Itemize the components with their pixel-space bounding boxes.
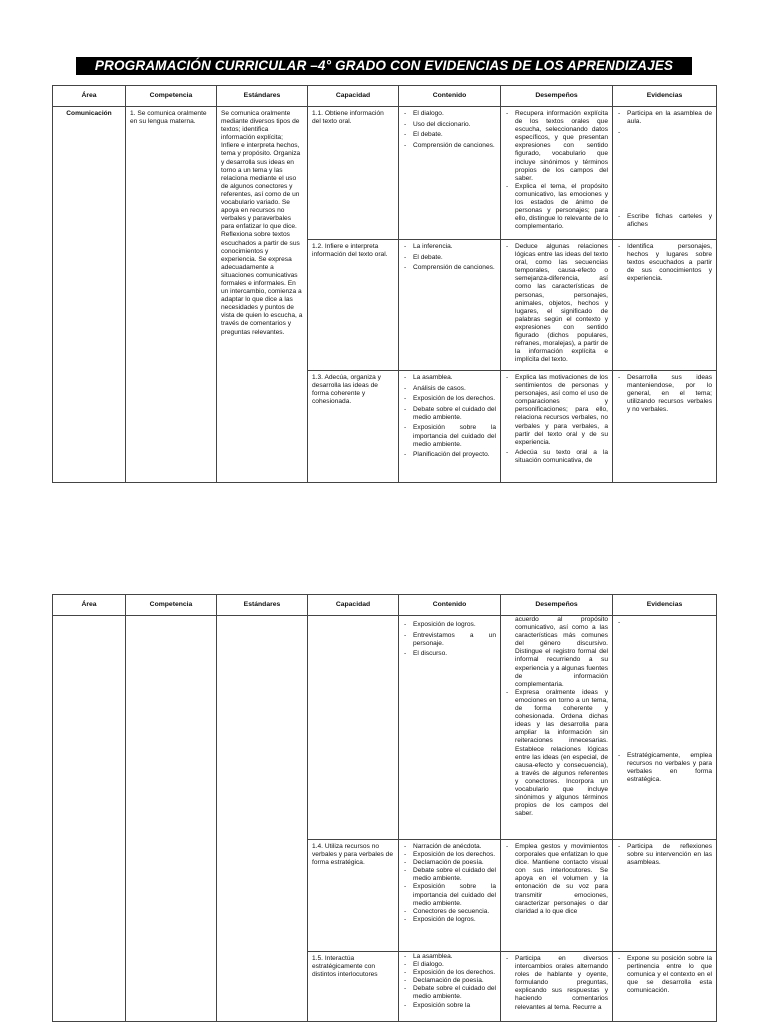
list-item: - Exposición de los derechos. [403,969,496,977]
list-item: - Declamación de poesía. [403,977,496,985]
contenido-list [403,110,496,150]
desempenos-list [505,110,608,231]
header-estandares: Estándares [217,595,308,616]
evidencias-list [617,955,712,995]
header-capacidad: Capacidad [308,86,399,107]
list-item: - Exposición de logros. [403,621,496,629]
list-item: - Exposición de los derechos. [403,851,496,859]
list-item: - Entrevistamos a un personaje. [403,632,496,648]
list-item: - Desarrolla sus ideas manteniendose, por lo general, en el tema; utilizando recursos verbales y no verbales. [617,374,712,414]
page-title: PROGRAMACIÓN CURRICULAR –4° GRADO CON EVIDENCIAS DE LOS APRENDIZAJES [76,57,692,75]
evidencias-cell [613,616,717,840]
list-item: - Exposición sobre la [403,1002,496,1010]
list-item: - Exposición sobre la importancia del cuidado del medio ambiente. [403,883,496,907]
header-competencia: Competencia [126,86,217,107]
desempenos-list [505,955,608,1012]
list-item: - Exposición de logros. [403,916,496,924]
header-contenido: Contenido [399,86,501,107]
contenido-cell [399,840,501,952]
estandares-cell [217,616,308,1022]
list-item: - Debate sobre el cuidado del medio ambiente. [403,985,496,1001]
header-estandares: Estándares [217,86,308,107]
desempenos-cell [501,107,613,240]
header-competencia: Competencia [126,595,217,616]
contenido-list [403,843,496,924]
desempenos-cell [501,240,613,371]
desempenos-list [505,843,608,916]
table-header-row [53,595,717,616]
list-item: - La asamblea. [403,374,496,382]
desempenos-cell [501,371,613,483]
evidencias-list [617,619,712,784]
list-item: - Debate sobre el cuidado del medio ambiente. [403,406,496,422]
capacidad-cell: 1.1. Obtiene información del texto oral. [308,107,399,240]
list-item: - Exposición sobre la importancia del cuidado del medio ambiente. [403,424,496,448]
list-item: - El debate. [403,254,496,262]
evidencias-cell [613,952,717,1022]
list-item: - El discurso. [403,650,496,658]
desempenos-cell [501,840,613,952]
contenido-cell [399,616,501,840]
list-item: - Emplea gestos y movimientos corporales que enfatizan lo que dice. Mantiene contacto visual con sus interlocutores. Se apoya en el volumen y la entonación de su voz para transmitir emociones, caracterizar personajes o dar claridad a lo que dice [505,843,608,916]
evidencias-cell [613,371,717,483]
competencia-cell: 1. Se comunica oralmente en su lengua materna. [126,107,217,483]
list-item: - Análisis de casos. [403,385,496,393]
competencia-cell [126,616,217,1022]
list-item: - Participa de reflexiones sobre su intervención en las asambleas. [617,843,712,867]
contenido-list [403,621,496,658]
header-capacidad: Capacidad [308,595,399,616]
list-item: - Participa en la asamblea de aula. [617,110,712,126]
contenido-cell [399,240,501,371]
list-item: - Participa en diversos intercambios orales alternando roles de hablante y oyente, formulando preguntas, explicando sus respuestas y haciendo comentarios relevantes al tema. Recurre a [505,955,608,1012]
list-item: - Exposición de los derechos. [403,395,496,403]
table-row [53,107,717,240]
desempenos-cell [501,616,613,840]
header-evidencias: Evidencias [613,86,717,107]
list-item: - Conectores de secuencia. [403,908,496,916]
header-desempenos: Desempeños [501,86,613,107]
list-item: - La asamblea. [403,953,496,961]
list-item: - Identifica personajes, hechos y lugares sobre textos escuchados a partir de sus conocimientos y experiencia. [617,243,712,283]
desempenos-list [505,689,608,819]
list-spacer [617,129,712,211]
evidencias-list [617,243,712,283]
table-header-row [53,86,717,107]
list-item: - El dialogo. [403,961,496,969]
evidencias-list [617,843,712,867]
contenido-cell [399,952,501,1022]
list-item: - Explica las motivaciones de los sentimientos de personas y personajes, así como el uso de comparaciones y personificaciones; para ello, relaciona recursos verbales, no verbales y para verbales, a partir del texto oral y de su experiencia. [505,374,608,447]
list-item: - Debate sobre el cuidado del medio ambiente. [403,867,496,883]
capacidad-cell [308,616,399,840]
contenido-list [403,243,496,272]
list-item: - Estratégicamente, emplea recursos no verbales y para verbales en forma estratégica. [617,752,712,784]
list-item: - La inferencia. [403,243,496,251]
header-area: Área [53,595,126,616]
list-item: - Explica el tema, el propósito comunicativo, las emociones y los estados de ánimo de personas y personajes; para ello, distingue lo relevante de lo complementario. [505,183,608,232]
curriculum-table-1 [52,85,717,483]
desempenos-list [505,374,608,466]
list-item: - Escribe fichas carteles y afiches [617,213,712,229]
capacidad-cell: 1.2. Infiere e interpreta información del texto oral. [308,240,399,371]
list-item: - Comprensión de canciones. [403,264,496,272]
list-item: - Declamación de poesía. [403,859,496,867]
list-item: - Expresa oralmente ideas y emociones en torno a un tema, de forma coherente y cohesionada. Ordena dichas ideas y las desarrolla para ampliar la información sin reiteraciones innecesarias. Establece relaciones lógicas entre las ideas (en especial, de causa-efecto y consecuencia), a través de algunos referentes y conectores. Incorpora un vocabulario que incluye sinónimos y algunos términos propios de los campos del saber. [505,689,608,819]
table-row [53,616,717,840]
header-desempenos: Desempeños [501,595,613,616]
capacidad-cell: 1.4. Utiliza recursos no verbales y para verbales de forma estratégica. [308,840,399,952]
evidencias-cell [613,107,717,240]
list-item: - El dialogo. [403,110,496,118]
desempenos-continuation: acuerdo al propósito comunicativo, así como a las características más comunes del género discursivo. Distingue el registro formal del informal recurriendo a su experiencia y a algunas fuentes de información complementaria. [515,616,608,688]
list-item: - Expone su posición sobre la pertinencia entre lo que comunica y el contexto en el que se desarrolla esta comunicación. [617,955,712,995]
list-spacer [617,619,712,749]
header-area: Área [53,86,126,107]
desempenos-list [505,243,608,364]
contenido-cell [399,107,501,240]
header-evidencias: Evidencias [613,595,717,616]
capacidad-cell: 1.3. Adecúa, organiza y desarrolla las ideas de forma coherente y cohesionada. [308,371,399,483]
list-item: - Uso del diccionario. [403,121,496,129]
evidencias-cell [613,240,717,371]
list-item: - Recupera información explícita de los textos orales que escucha, seleccionando datos específicos, y que presentan expresiones con sentido figurado, vocabulario que incluye sinónimos y términos propios de los campos del saber. [505,110,608,183]
list-item: - El debate. [403,131,496,139]
list-item: - Comprensión de canciones. [403,142,496,150]
list-item: - Narración de anécdota. [403,843,496,851]
area-cell: Comunicación [53,107,126,483]
area-cell [53,616,126,1022]
list-item: - Planificación del proyecto. [403,451,496,459]
list-item: - Deduce algunas relaciones lógicas entre las ideas del texto oral, como las secuencias temporales, causa-efecto o semejanza-diferencia, así como las características de personas, personajes, animales, objetos, hechos y lugares, el significado de palabras según el contexto y expresiones con sentido figurado (dichos populares, refranes, moralejas), a partir de la información explícita e implícita del texto. [505,243,608,364]
estandares-cell: Se comunica oralmente mediante diversos tipos de textos; identifica información explícita; Infiere e interpreta hechos, tema y propósito. Organiza y desarrolla sus ideas en torno a un tema y las relaciona mediante el uso de algunos conectores y referentes, así como de un vocabulario variado. Se apoya en recursos no verbales y paraverbales para enfatizar lo que dice. Reflexiona sobre textos escuchados a partir de sus conocimientos y experiencia. Se expresa adecuadamente a situaciones comunicativas formales e informales. En un intercambio, comienza a adaptar lo que dice a las necesidades y puntos de vista de quien lo escucha, a través de comentarios y preguntas relevantes. [217,107,308,483]
curriculum-table-2 [52,594,717,1022]
contenido-cell [399,371,501,483]
evidencias-list [617,110,712,229]
capacidad-cell: 1.5. Interactúa estratégicamente con distintos interlocutores [308,952,399,1022]
evidencias-cell [613,840,717,952]
header-contenido: Contenido [399,595,501,616]
desempenos-cell [501,952,613,1022]
list-item: - Adecúa su texto oral a la situación comunicativa, de [505,449,608,465]
contenido-list [403,953,496,1010]
contenido-list [403,374,496,459]
evidencias-list [617,374,712,414]
